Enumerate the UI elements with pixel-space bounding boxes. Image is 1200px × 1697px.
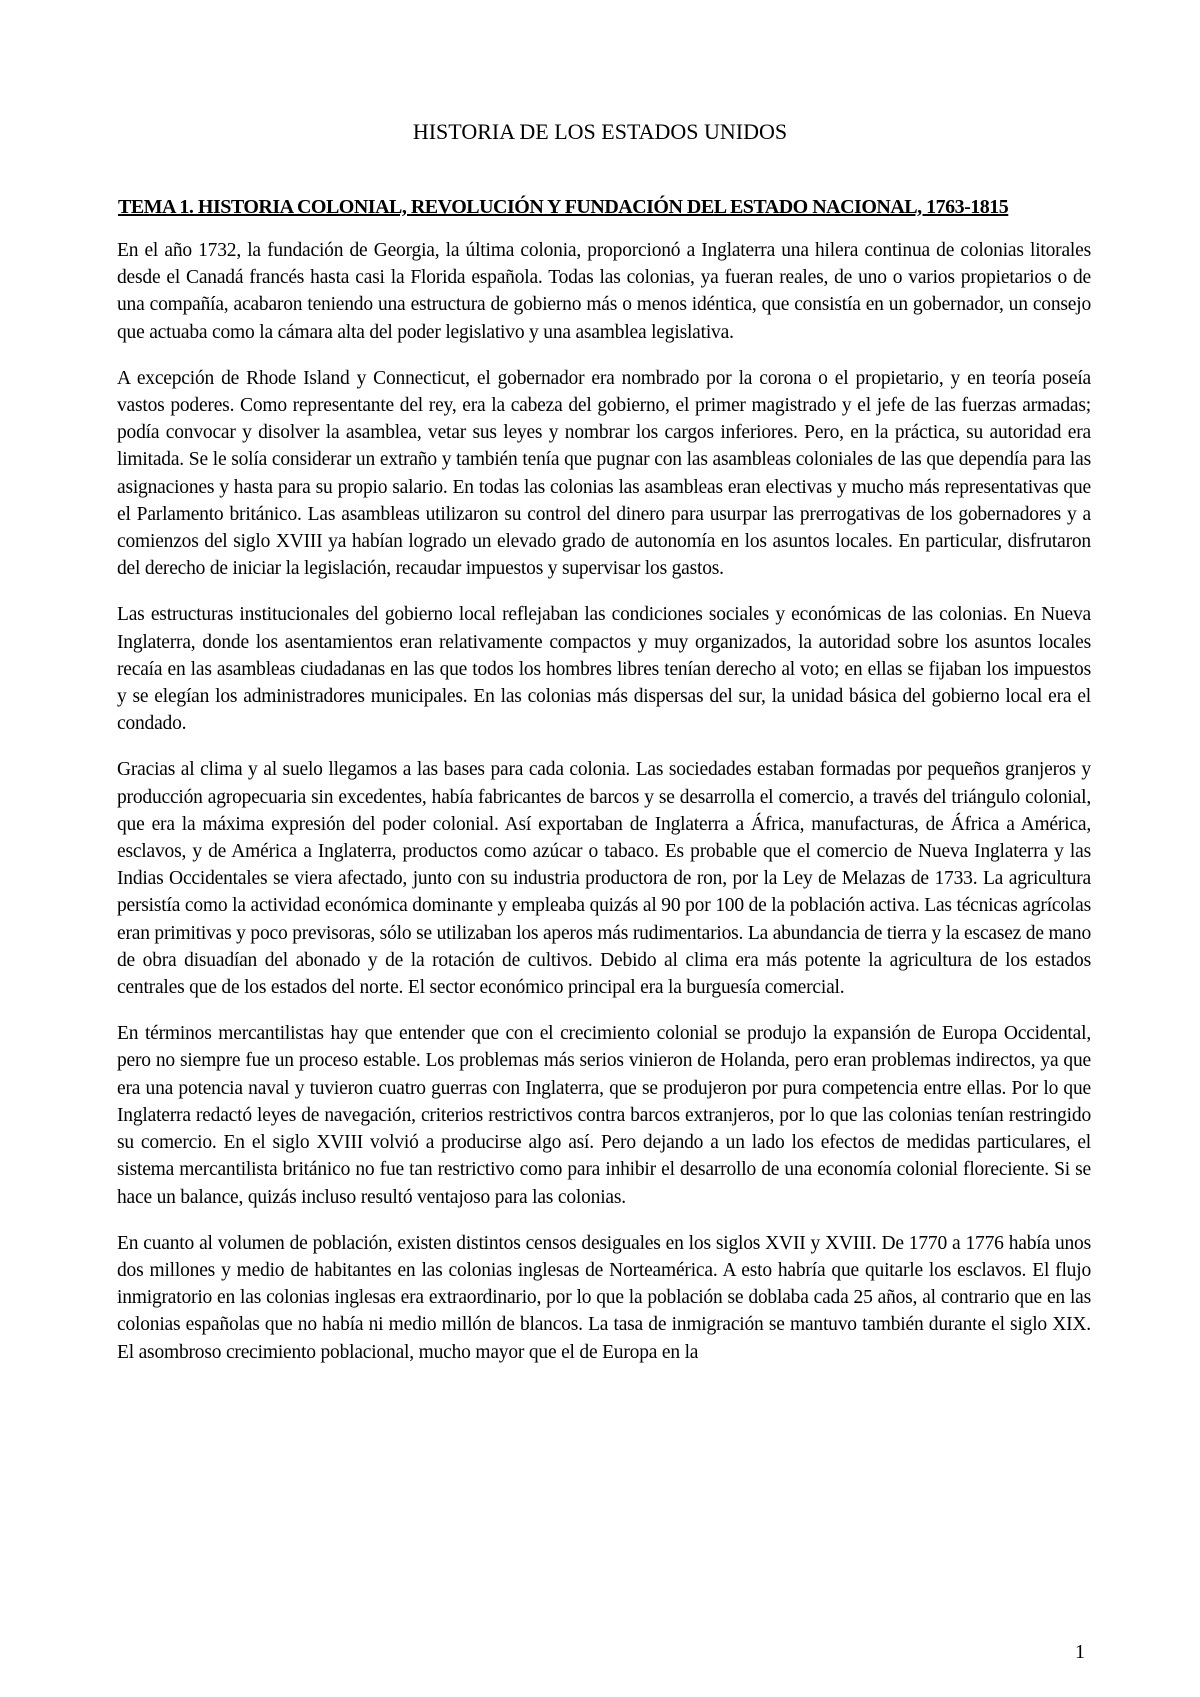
- paragraph-5: En términos mercantilistas hay que entender que con el crecimiento colonial se produjo la expansión de Europa Occidental, pero no siempre fue un proceso estable. Los problemas más serios vinieron de Holanda, pero eran problemas indirectos, ya que era una potencia naval y tuvieron cuatro guerras con Inglaterra, que se produjeron por pura competencia entre ellas. Por lo que Inglaterra redactó leyes de navegación, criterios restrictivos contra barcos extranjeros, por lo que las colonias tenían restringido su comercio. En el siglo XVIII volvió a producirse algo así. Pero dejando a un lado los efectos de medidas particulares, el sistema mercantilista británico no fue tan restrictivo como para inhibir el desarrollo de una economía colonial floreciente. Si se hace un balance, quizás incluso resultó ventajoso para las colonias.: [117, 1023, 1091, 1208]
- paragraph-2: A excepción de Rhode Island y Connecticut, el gobernador era nombrado por la corona o el propietario, y en teoría poseía vastos poderes. Como representante del rey, era la cabeza del gobierno, el primer magistrado y el jefe de las fuerzas armadas; podía convocar y disolver la asamblea, vetar sus leyes y nombrar los cargos inferiores. Pero, en la práctica, su autoridad era limitada. Se le solía considerar un extraño y también tenía que pugnar con las asambleas coloniales de las que dependía para las asignaciones y hasta para su propio salario. En todas las colonias las asambleas eran electivas y mucho más representativas que el Parlamento británico. Las asambleas utilizaron su control del dinero para usurpar las prerrogativas de los gobernadores y a comienzos del siglo XVIII ya habían logrado un elevado grado de autonomía en los asuntos locales. En particular, disfrutaron del derecho de iniciar la legislación, recaudar impuestos y supervisar los gastos.: [117, 367, 1091, 580]
- paragraph-6: En cuanto al volumen de población, existen distintos censos desiguales en los siglos XVII y XVIII. De 1770 a 1776 había unos dos millones y medio de habitantes en las colonias inglesas de Norteamérica. A esto habría que quitarle los esclavos. El flujo inmigratorio en las colonias inglesas era extraordinario, por lo que la población se doblaba cada 25 años, al contrario que en las colonias españolas que no había ni medio millón de blancos. La tasa de inmigración se mantuvo también durante el siglo XIX. El asombroso crecimiento poblacional, mucho mayor que el de Europa en la: [117, 1232, 1091, 1363]
- paragraph-3: Las estructuras institucionales del gobierno local reflejaban las condiciones sociales y económicas de las colonias. En Nueva Inglaterra, donde los asentamientos eran relativamente compactos y muy organizados, la autoridad sobre los asuntos locales recaía en las asambleas ciudadanas en las que todos los hombres libres tenían derecho al voto; en ellas se fijaban los impuestos y se elegían los administradores municipales. En las colonias más dispersas del sur, la unidad básica del gobierno local era el condado.: [117, 604, 1091, 735]
- body-text: [117, 237, 1091, 1385]
- page-number: 1: [1075, 1641, 1085, 1663]
- chapter-heading: TEMA 1. HISTORIA COLONIAL, REVOLUCIÓN Y FUNDACIÓN DEL ESTADO NACIONAL, 1763-1815: [118, 196, 1009, 218]
- paragraph-1: En el año 1732, la fundación de Georgia, la última colonia, proporcionó a Inglaterra una hilera continua de colonias litorales desde el Canadá francés hasta casi la Florida española. Todas las colonias, ya fueran reales, de uno o varios propietarios o de una compañía, acabaron teniendo una estructura de gobierno más o menos idéntica, que consistía en un gobernador, un consejo que actuaba como la cámara alta del poder legislativo y una asamblea legislativa.: [117, 240, 1091, 343]
- document-title: HISTORIA DE LOS ESTADOS UNIDOS: [412, 119, 788, 144]
- paragraph-4: Gracias al clima y al suelo llegamos a las bases para cada colonia. Las sociedades estaban formadas por pequeños granjeros y producción agropecuaria sin excedentes, había fabricantes de barcos y se desarrolla el comercio, a través del triángulo colonial, que era la máxima expresión del poder colonial. Así exportaban de Inglaterra a África, manufacturas, de África a América, esclavos, y de América a Inglaterra, productos como azúcar o tabaco. Es probable que el comercio de Nueva Inglaterra y las Indias Occidentales se viera afectado, junto con su industria productora de ron, por la Ley de Melazas de 1733. La agricultura persistía como la actividad económica dominante y empleaba quizás al 90 por 100 de la población activa. Las técnicas agrícolas eran primitivas y poco previsoras, sólo se utilizaban los aperos más rudimentarios. La abundancia de tierra y la escasez de mano de obra disuadían del abonado y de la rotación de cultivos. Debido al clima era más potente la agricultura de los estados centrales que de los estados del norte. El sector económico principal era la burguesía comercial.: [117, 759, 1091, 999]
